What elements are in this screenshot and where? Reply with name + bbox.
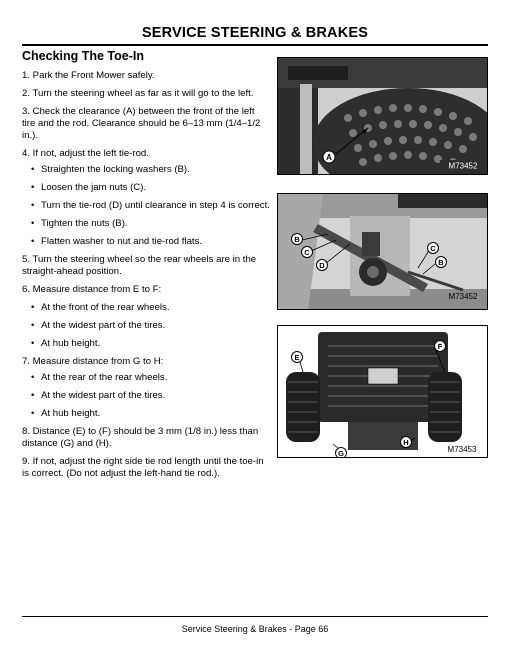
step-1: 1. Park the Front Mower safely. [22, 70, 155, 81]
list-item: • Loosen the jam nuts (C). [31, 182, 147, 193]
step-2: 2. Turn the steering wheel as far as it will go to the left. [22, 88, 254, 99]
figure-tire-clearance [277, 57, 488, 175]
figure-code: M73453 [447, 445, 477, 454]
list-item: • At the widest part of the tires. [31, 320, 166, 331]
tire-clearance-photo [278, 58, 488, 175]
step-8: 8. Distance (E) to (F) should be 3 mm (1/8 in.) less than distance (G) and (H). [22, 426, 259, 449]
step-5: 5. Turn the steering wheel so the rear wheels are in the straight-ahead position. [22, 254, 257, 277]
figure-code: M73452 [448, 292, 478, 301]
list-item: • Flatten washer to nut and tie-rod flats. [31, 236, 203, 247]
list-item: • Turn the tie-rod (D) until clearance in step 4 is correct. [31, 200, 270, 211]
figure-code: M73452 [448, 161, 478, 171]
list-item: • Tighten the nuts (B). [31, 218, 128, 229]
list-item: • At the rear of the rear wheels. [31, 372, 168, 383]
callout-g: G [338, 448, 344, 458]
step-7-bullets [22, 372, 270, 420]
list-item: • At the front of the rear wheels. [31, 302, 170, 313]
step-7: 7. Measure distance from G to H: [22, 356, 164, 367]
list-item: • At the widest part of the tires. [31, 390, 166, 401]
step-9: 9. If not, adjust the right side tie rod length until the toe-in is correct. (Do not adjust the left-hand tie rod.). [22, 456, 264, 479]
list-item: • At hub height. [31, 408, 101, 419]
callout-e: E [294, 352, 300, 362]
page-footer: Service Steering & Brakes - Page 66 [181, 624, 329, 634]
callout-b-right: B [438, 257, 444, 267]
step-3: 3. Check the clearance (A) between the front of the left tire and the rod. Clearance should be 6–13 mm (1/4–1/2 in.). [22, 106, 261, 141]
header-rule [22, 44, 488, 46]
callout-c-left: C [304, 247, 310, 257]
footer-rule [22, 616, 488, 617]
callout-a: A [326, 153, 332, 162]
step-6: 6. Measure distance from E to F: [22, 284, 162, 295]
page-header-title: SERVICE STEERING & BRAKES [141, 25, 369, 41]
step-4: 4. If not, adjust the left tie-rod. [22, 148, 149, 159]
callout-d: D [319, 260, 325, 270]
figure-tie-rod [277, 193, 488, 310]
callout-h: H [403, 437, 409, 447]
callout-f: F [437, 341, 443, 351]
instructions-column [22, 70, 270, 486]
section-heading: Checking The Toe-In [22, 49, 144, 63]
callout-b-left: B [294, 234, 300, 244]
rear-wheels-photo [278, 326, 488, 458]
figure-rear-wheels [277, 325, 488, 458]
list-item: • Straighten the locking washers (B). [31, 164, 190, 175]
tie-rod-photo [278, 194, 488, 310]
callout-c-right: C [430, 243, 436, 253]
step-4-bullets [22, 164, 270, 248]
list-item: • At hub height. [31, 338, 101, 349]
step-6-bullets [22, 302, 270, 350]
